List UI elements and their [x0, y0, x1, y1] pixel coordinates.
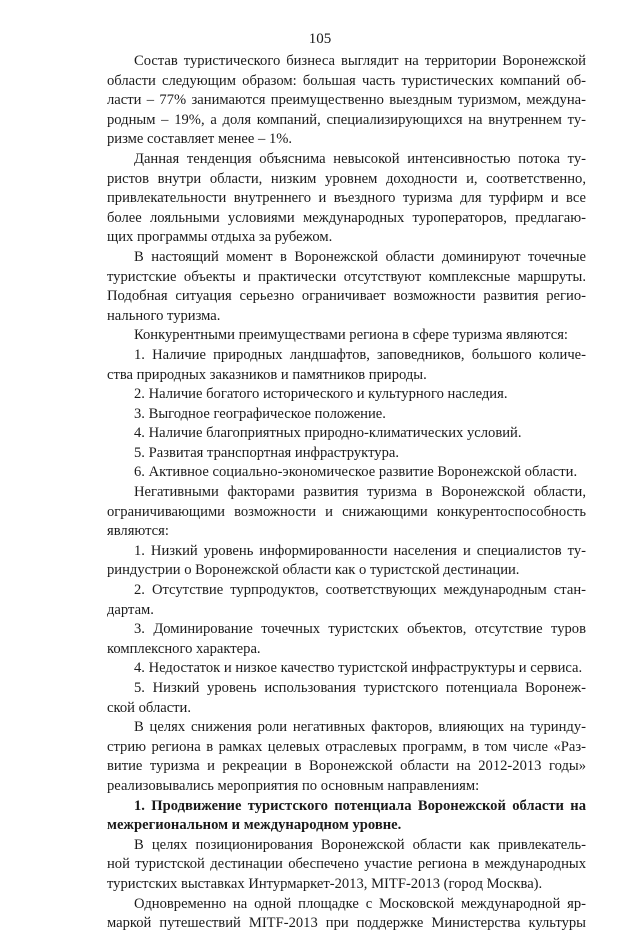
text-line: Подобная ситуация серьезно ограничивает возможности развития регио- [107, 288, 586, 305]
text-line: 4. Наличие благоприятных природно-климатических условий. [134, 425, 522, 442]
text-line: ристов внутри области, низким уровнем доходности и, соответственно, [107, 170, 586, 187]
text-line: нального туризма. [107, 307, 221, 324]
text-line: витие туризма и рекреации в Воронежской области на 2012-2013 годы» [107, 758, 586, 775]
text-line: ласти – 77% занимаются преимущественно выездным туризмом, междуна- [107, 92, 586, 109]
text-line: являются: [107, 523, 169, 540]
text-line: 5. Развитая транспортная инфраструктура. [134, 444, 399, 461]
text-line: Состав туристического бизнеса выглядит на территории Воронежской [134, 53, 586, 69]
text-line: реализовывались мероприятия по основным направлениям: [107, 777, 480, 794]
text-line: В целях позиционирования Воронежской области как привлекатель- [134, 836, 586, 853]
text-line: родным – 19%, а доля компаний, специализирующихся на внутреннем ту- [107, 111, 586, 128]
text-line: 2. Наличие богатого исторического и культурного наследия. [134, 386, 508, 403]
text-line: стрию региона в рамках целевых отраслевых программ, в том числе «Раз- [107, 738, 586, 755]
text-line: ства природных заказников и памятников природы. [107, 366, 427, 383]
text-line: 1. Низкий уровень информированности населения и специалистов ту- [134, 542, 586, 559]
text-line: 4. Недостаток и низкое качество туристской инфраструктуры и сервиса. [134, 660, 583, 677]
text-line: ограничивающими возможности и снижающими конкурентоспособность [107, 503, 586, 520]
text-line: Данная тенденция объяснима невысокой интенсивностью потока ту- [134, 150, 586, 167]
page-number: 105 [308, 31, 332, 47]
text-line: риндустрии о Воронежской области как о туристской дестинации. [107, 562, 520, 579]
text-line: туристские объекты и практически отсутствуют комплексные маршруты. [107, 268, 586, 285]
text-line: ской области. [107, 699, 192, 716]
text-line: ной туристской дестинации обеспечено участие региона в международных [107, 856, 586, 873]
text-line: привлекательности внутреннего и въездного туризма для турфирм и все [107, 190, 586, 207]
text-line: В целях снижения роли негативных факторов, влияющих на туринду- [134, 719, 586, 736]
text-line: комплексного характера. [107, 640, 261, 657]
text-line: 2. Отсутствие турпродуктов, соответствующих международным стан- [134, 582, 586, 599]
text-line: 3. Доминирование точечных туристских объектов, отсутствие туров [134, 621, 586, 638]
section-heading-line: межрегиональном и международном уровне. [107, 817, 402, 834]
text-line: 5. Низкий уровень использования туристского потенциала Воронеж- [134, 680, 586, 696]
text-line: щих программы отдыха за рубежом. [107, 229, 333, 246]
document-body [107, 52, 586, 934]
text-line: области следующим образом: большая часть туристических компаний об- [107, 72, 586, 89]
text-line: ризме составляет менее – 1%. [107, 131, 293, 148]
section-heading-line: 1. Продвижение туристского потенциала Воронежской области на [134, 797, 586, 814]
text-line: 3. Выгодное географическое положение. [134, 405, 386, 422]
text-line: В настоящий момент в Воронежской области доминируют точечные [134, 248, 586, 265]
text-line: 1. Наличие природных ландшафтов, заповедников, большого количе- [134, 346, 586, 363]
text-line: более лояльными условиями международных туроператоров, предлагаю- [107, 209, 586, 226]
text-line: дартам. [107, 601, 154, 618]
text-line: 6. Активное социально-экономическое развитие Воронежской области. [134, 464, 578, 481]
text-line: Одновременно на одной площадке с Московской международной яр- [134, 895, 586, 912]
text-line: Негативными факторами развития туризма в Воронежской области, [134, 484, 586, 501]
text-line: Конкурентными преимуществами региона в сфере туризма являются: [134, 327, 568, 344]
text-line: маркой путешествий MITF-2013 при поддержке Министерства культуры [107, 915, 586, 932]
text-line: туристских выставках Интурмаркет-2013, MITF-2013 (город Москва). [107, 875, 543, 892]
